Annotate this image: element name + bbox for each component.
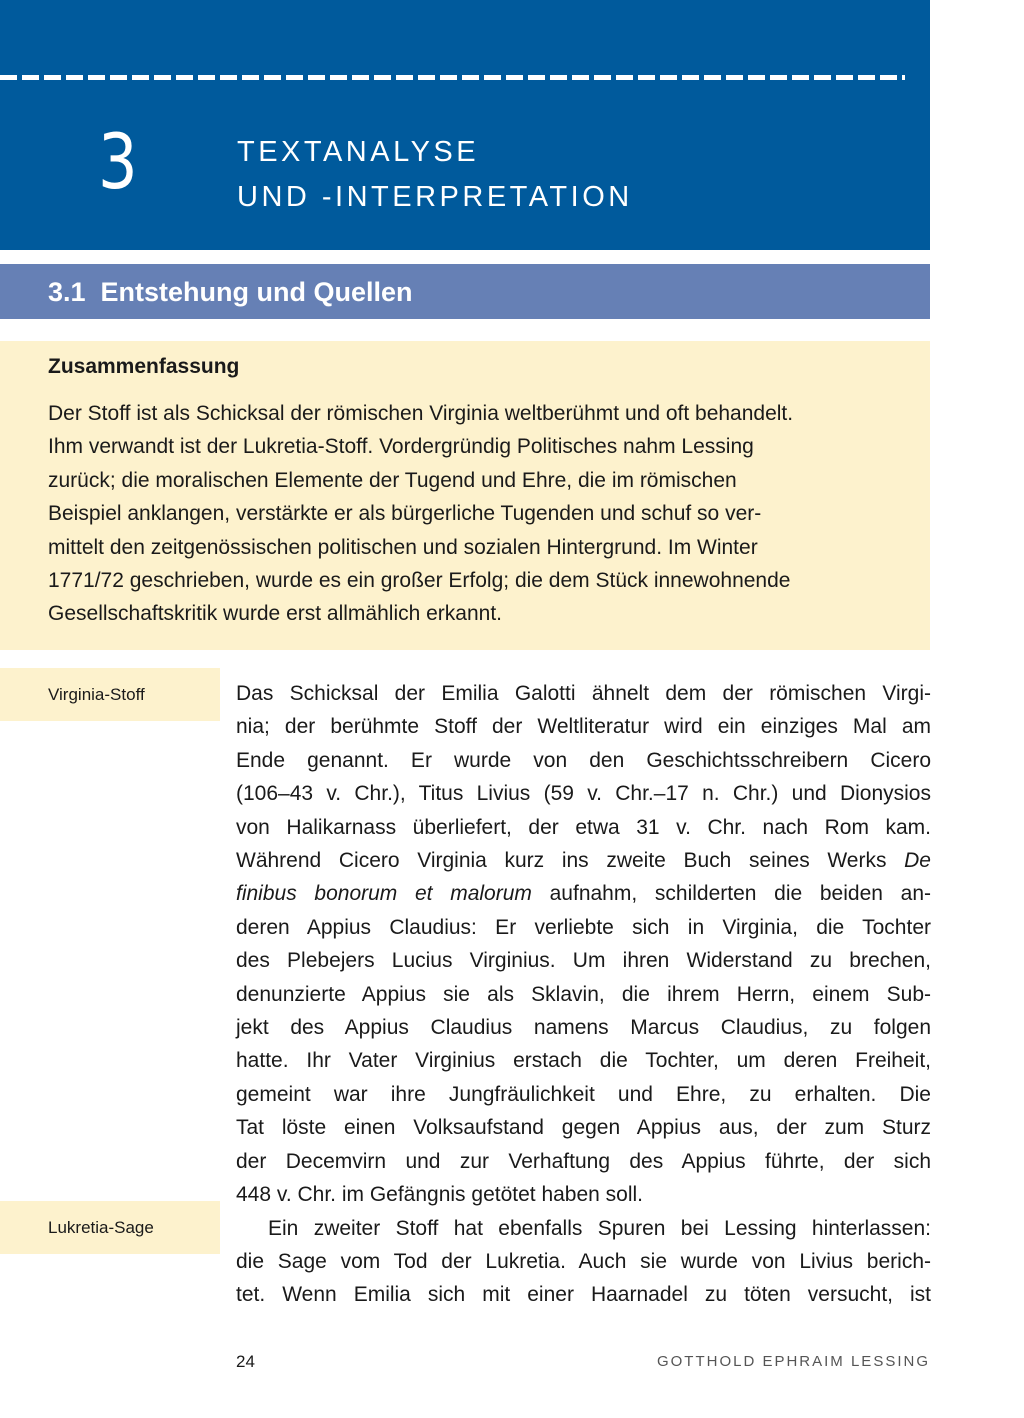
body-line: des Plebejers Lucius Virginius. Um ihren Widerstand zu brechen, [236, 949, 931, 973]
chapter-title-line-1: TEXTANALYSE [237, 136, 480, 168]
body-line: tet. Wenn Emilia sich mit einer Haarnadel zu töten versucht, ist [236, 1283, 931, 1307]
chapter-title-line-2: UND -INTERPRETATION [237, 181, 633, 213]
body-line-with-title [236, 877, 931, 910]
body-line: Das Schicksal der Emilia Galotti ähnelt dem der römischen Virgi- [236, 682, 931, 705]
body-line: Ende genannt. Er wurde von den Geschichtsschreibern Cicero [236, 748, 931, 772]
body-line: der Decemvirn und zur Verhaftung des Appius führte, der sich [236, 1149, 931, 1173]
section-title: 3.1 Entstehung und Quellen [48, 277, 413, 307]
margin-label-virginia: Virginia-Stoff [48, 685, 145, 704]
book-title-italic: De [904, 849, 931, 873]
summary-line: 1771/72 geschrieben, wurde es ein großer Erfolg; die dem Stück innewohnende [48, 569, 791, 593]
summary-heading: Zusammenfassung [48, 355, 240, 378]
body-line: (106–43 v. Chr.), Titus Livius (59 v. Chr.–17 n. Chr.) und Dionysios [236, 782, 931, 806]
body-line: von Halikarnass überliefert, der etwa 31 v. Chr. nach Rom kam. [236, 815, 931, 839]
body-line: 448 v. Chr. im Gefängnis getötet haben soll. [236, 1183, 644, 1207]
body-line-with-title [236, 844, 931, 877]
body-line-text: Während Cicero Virginia kurz ins zweite Buch seines Werks [236, 849, 887, 873]
body-line-text: aufnahm, schilderten die beiden an- [549, 882, 931, 906]
book-title-italic: finibus bonorum et malorum [236, 882, 532, 906]
body-line: Tat löste einen Volksaufstand gegen Appius aus, der zum Sturz [236, 1116, 931, 1140]
body-text [236, 677, 931, 1312]
margin-label-lukretia: Lukretia-Sage [48, 1218, 154, 1237]
summary-line: Der Stoff ist als Schicksal der römischen Virginia weltberühmt und oft behandelt. [48, 402, 794, 425]
summary-line: Ihm verwandt ist der Lukretia-Stoff. Vordergründig Politisches nahm Lessing [48, 435, 754, 459]
summary-line: Beispiel anklangen, verstärkte er als bürgerliche Tugenden und schuf so ver- [48, 502, 762, 526]
body-line: hatte. Ihr Vater Virginius erstach die Tochter, um deren Freiheit, [236, 1049, 931, 1073]
body-line: die Sage vom Tod der Lukretia. Auch sie wurde von Livius berich- [236, 1249, 931, 1273]
body-line: deren Appius Claudius: Er verliebte sich in Virginia, die Tochter [236, 915, 931, 939]
body-line: denunzierte Appius sie als Sklavin, die ihrem Herrn, einem Sub- [236, 982, 931, 1006]
page-number: 24 [236, 1352, 255, 1371]
summary-line: Gesellschaftskritik wurde erst allmählich erkannt. [48, 602, 503, 626]
body-line: gemeint war ihre Jungfräulichkeit und Ehre, zu erhalten. Die [236, 1082, 931, 1106]
dashed-divider [0, 75, 905, 80]
summary-line: mittelt den zeitgenössischen politischen und sozialen Hintergrund. Im Winter [48, 535, 758, 559]
body-line: nia; der berühmte Stoff der Weltliteratur wird ein einziges Mal am [236, 715, 931, 739]
summary-text [48, 397, 922, 631]
summary-line: zurück; die moralischen Elemente der Tugend und Ehre, die im römischen [48, 468, 737, 492]
body-line: Ein zweiter Stoff hat ebenfalls Spuren bei Lessing hinterlassen: [268, 1216, 931, 1240]
chapter-title [237, 130, 633, 220]
body-line: jekt des Appius Claudius namens Marcus Claudius, zu folgen [236, 1016, 931, 1040]
running-footer-title: GOTTHOLD EPHRAIM LESSING [656, 1353, 930, 1370]
chapter-number: 3 [98, 117, 138, 206]
